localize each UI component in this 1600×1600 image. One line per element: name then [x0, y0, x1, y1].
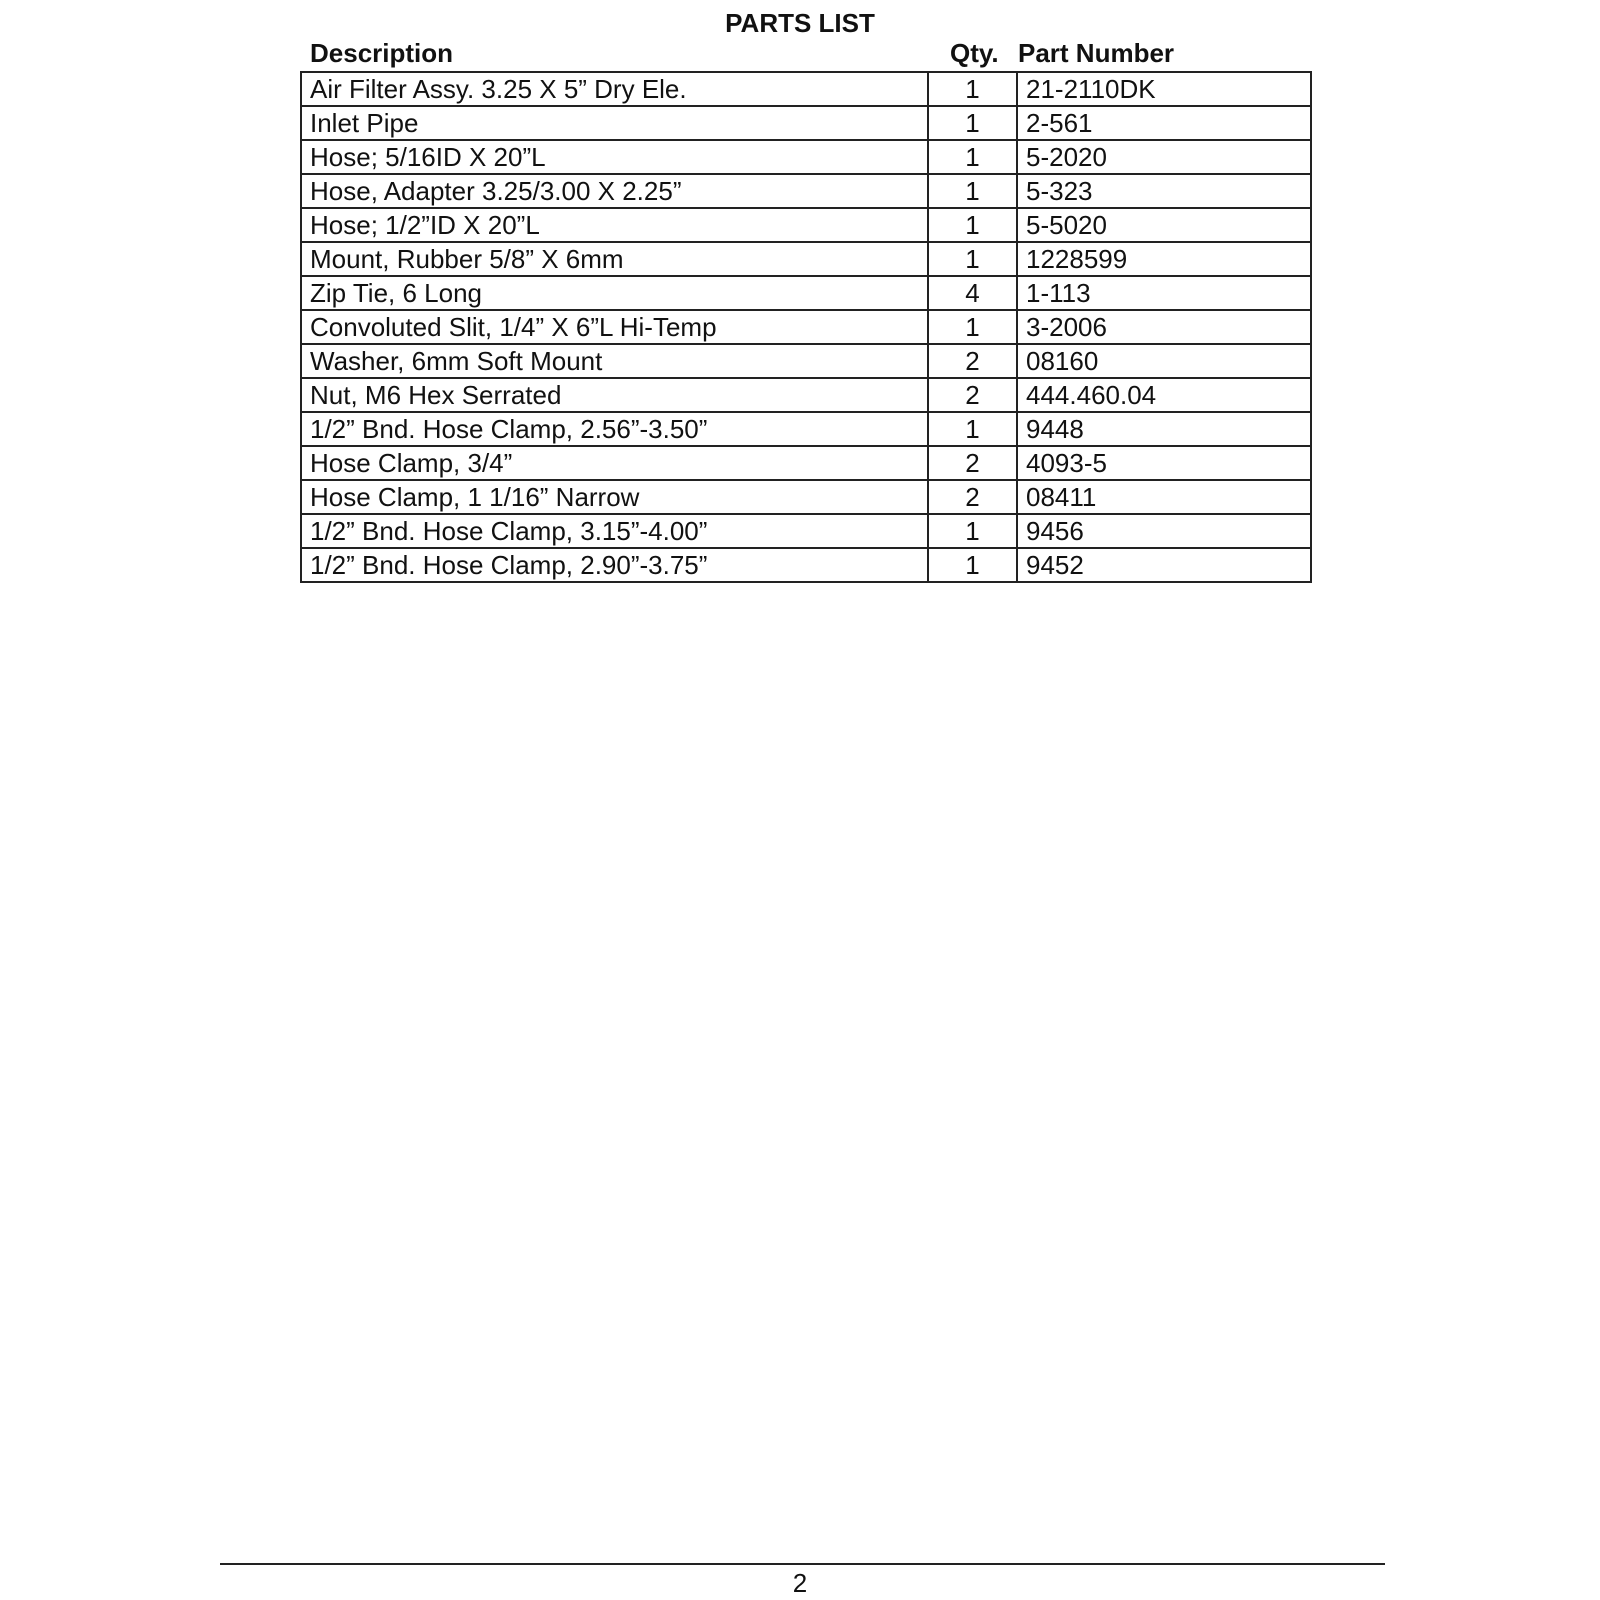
- qty-cell: 1: [928, 140, 1017, 174]
- description-cell: Air Filter Assy. 3.25 X 5” Dry Ele.: [301, 72, 928, 106]
- description-cell: Zip Tie, 6 Long: [301, 276, 928, 310]
- description-cell: 1/2” Bnd. Hose Clamp, 2.56”-3.50”: [301, 412, 928, 446]
- qty-cell: 1: [928, 548, 1017, 582]
- part-number-cell: 3-2006: [1017, 310, 1311, 344]
- part-number-cell: 9456: [1017, 514, 1311, 548]
- qty-cell: 4: [928, 276, 1017, 310]
- qty-cell: 1: [928, 174, 1017, 208]
- table-row: [301, 106, 1311, 140]
- column-header-part-number: Part Number: [1018, 38, 1175, 68]
- page-title: PARTS LIST: [725, 8, 875, 38]
- table-row: [301, 140, 1311, 174]
- table-row: [301, 344, 1311, 378]
- table-row: [301, 242, 1311, 276]
- table-row: [301, 310, 1311, 344]
- description-cell: Convoluted Slit, 1/4” X 6”L Hi-Temp: [301, 310, 928, 344]
- table-row: [301, 378, 1311, 412]
- footer-divider: [220, 1563, 1385, 1565]
- qty-cell: 2: [928, 344, 1017, 378]
- qty-cell: 1: [928, 310, 1017, 344]
- description-cell: Hose, Adapter 3.25/3.00 X 2.25”: [301, 174, 928, 208]
- table-row: [301, 208, 1311, 242]
- part-number-cell: 2-561: [1017, 106, 1311, 140]
- column-header-qty: Qty.: [950, 38, 999, 68]
- part-number-cell: 1228599: [1017, 242, 1311, 276]
- table-row: [301, 174, 1311, 208]
- description-cell: Hose Clamp, 1 1/16” Narrow: [301, 480, 928, 514]
- table-row: [301, 446, 1311, 480]
- table-row: [301, 72, 1311, 106]
- page-number: 2: [792, 1568, 808, 1598]
- part-number-cell: 21-2110DK: [1017, 72, 1311, 106]
- table-row: [301, 548, 1311, 582]
- parts-table: [300, 71, 1312, 583]
- part-number-cell: 9452: [1017, 548, 1311, 582]
- description-cell: Nut, M6 Hex Serrated: [301, 378, 928, 412]
- qty-cell: 1: [928, 208, 1017, 242]
- column-header-description: Description: [310, 38, 454, 68]
- qty-cell: 1: [928, 106, 1017, 140]
- table-row: [301, 480, 1311, 514]
- qty-cell: 1: [928, 242, 1017, 276]
- table-row: [301, 514, 1311, 548]
- table-header: [300, 36, 1310, 70]
- qty-cell: 2: [928, 446, 1017, 480]
- description-cell: Washer, 6mm Soft Mount: [301, 344, 928, 378]
- part-number-cell: 1-113: [1017, 276, 1311, 310]
- qty-cell: 1: [928, 514, 1017, 548]
- part-number-cell: 5-5020: [1017, 208, 1311, 242]
- qty-cell: 2: [928, 378, 1017, 412]
- description-cell: Inlet Pipe: [301, 106, 928, 140]
- description-cell: Hose Clamp, 3/4”: [301, 446, 928, 480]
- description-cell: 1/2” Bnd. Hose Clamp, 2.90”-3.75”: [301, 548, 928, 582]
- description-cell: Mount, Rubber 5/8” X 6mm: [301, 242, 928, 276]
- part-number-cell: 5-2020: [1017, 140, 1311, 174]
- part-number-cell: 444.460.04: [1017, 378, 1311, 412]
- table-row: [301, 412, 1311, 446]
- part-number-cell: 4093-5: [1017, 446, 1311, 480]
- part-number-cell: 5-323: [1017, 174, 1311, 208]
- part-number-cell: 08160: [1017, 344, 1311, 378]
- part-number-cell: 08411: [1017, 480, 1311, 514]
- description-cell: Hose; 1/2”ID X 20”L: [301, 208, 928, 242]
- qty-cell: 2: [928, 480, 1017, 514]
- description-cell: 1/2” Bnd. Hose Clamp, 3.15”-4.00”: [301, 514, 928, 548]
- table-row: [301, 276, 1311, 310]
- qty-cell: 1: [928, 412, 1017, 446]
- description-cell: Hose; 5/16ID X 20”L: [301, 140, 928, 174]
- qty-cell: 1: [928, 72, 1017, 106]
- part-number-cell: 9448: [1017, 412, 1311, 446]
